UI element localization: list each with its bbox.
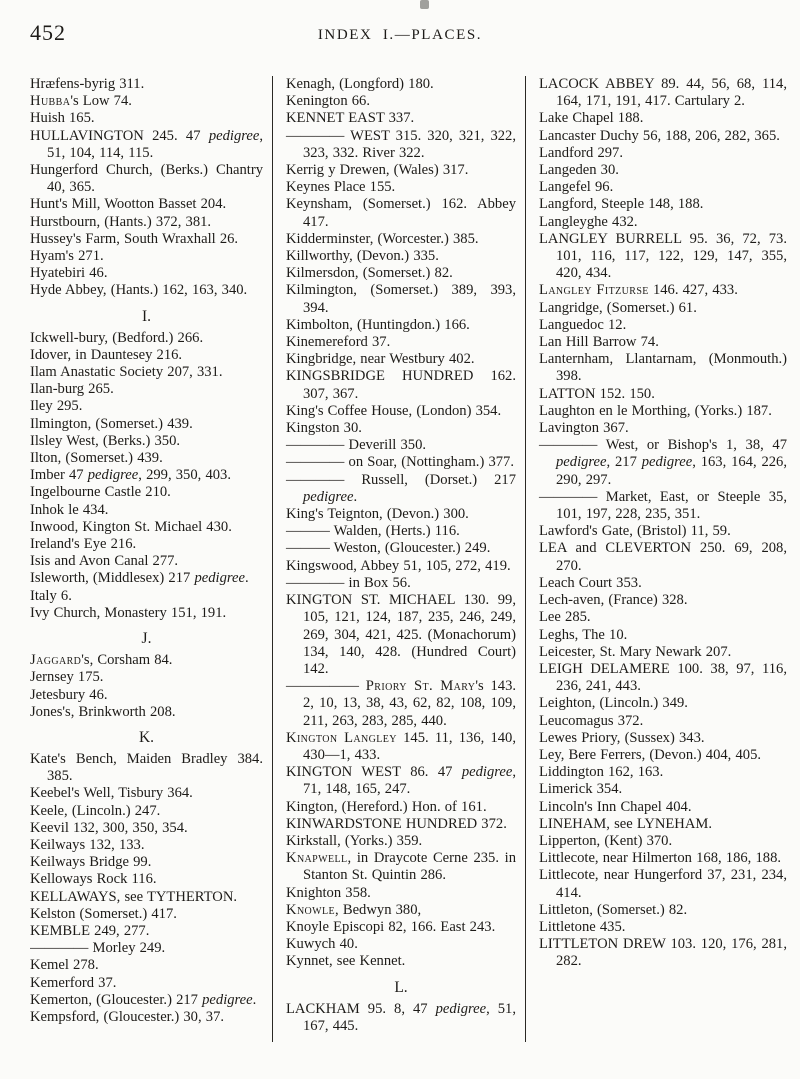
- index-entry: Jones's, Brinkworth 208.: [30, 703, 176, 720]
- index-entry: Ilam Anastatic Society 207, 331.: [30, 364, 223, 381]
- index-entry: Lake Chapel 188.: [539, 110, 644, 127]
- index-entry: LACKHAM 95. 8, 47 pedigree, 51, 167, 445.: [286, 1000, 517, 1034]
- index-entry: LEIGH DELAMERE 100. 38, 97, 116, 236, 241, 443.: [539, 660, 787, 695]
- index-entry: KENNET EAST 337.: [286, 110, 415, 127]
- index-entry: ———— in Box 56.: [286, 574, 411, 591]
- index-entry: Hungerford Church, (Berks.) Chantry 40, 365.: [30, 162, 263, 196]
- index-entry: Littleton, (Somerset.) 82.: [539, 901, 688, 918]
- index-entry: Langley Fitzurse 146. 427, 433.: [539, 282, 738, 299]
- index-entry: Ingelbourne Castle 210.: [30, 484, 171, 501]
- index-entry: Ireland's Eye 216.: [30, 536, 137, 553]
- index-entry: Keele, (Lincoln.) 247.: [30, 802, 161, 819]
- index-entry: Imber 47 pedigree, 299, 350, 403.: [30, 467, 231, 484]
- index-entry: Keevil 132, 300, 350, 354.: [30, 819, 188, 836]
- index-entry: Ilan-burg 265.: [30, 381, 114, 398]
- index-column-1: [30, 76, 272, 1042]
- index-entry: Hunt's Mill, Wootton Basset 204.: [30, 196, 227, 213]
- index-entry: Knoyle Episcopi 82, 166. East 243.: [286, 918, 496, 935]
- index-entry: Kilmersdon, (Somerset.) 82.: [286, 265, 453, 282]
- index-entry: Idover, in Dauntesey 216.: [30, 346, 183, 363]
- index-entry: ———— Russell, (Dorset.) 217 pedigree.: [286, 471, 516, 505]
- index-entry: Knowle, Bedwyn 380,: [286, 901, 422, 918]
- index-entry: Lech-aven, (France) 328.: [539, 592, 688, 609]
- index-entry: Kerrig y Drewen, (Wales) 317.: [286, 162, 469, 179]
- index-entry: Lee 285.: [539, 609, 591, 626]
- index-entry: ———— West, or Bishop's 1, 38, 47 pedigree, 217 pedigree, 163, 164, 226, 290, 297.: [539, 437, 787, 488]
- index-entry: KINGTON WEST 86. 47 pedigree, 71, 148, 165, 247.: [286, 764, 516, 798]
- index-entry: Languedoc 12.: [539, 316, 627, 333]
- index-entry: Kidderminster, (Worcester.) 385.: [286, 230, 479, 247]
- index-entry: LEA and CLEVERTON 250. 69, 208, 270.: [539, 540, 787, 574]
- index-entry: ————— Priory St. Mary's 143. 2, 10, 13, 38, 43, 62, 82, 108, 109, 211, 263, 283, 285, 440.: [286, 678, 517, 729]
- index-entry: Kemerford 37.: [30, 974, 117, 991]
- index-entry: Liddington 162, 163.: [539, 764, 664, 781]
- index-entry: Inhok le 434.: [30, 501, 109, 518]
- page-title: INDEX I.—PLACES.: [317, 27, 483, 43]
- index-entry: LATTON 152. 150.: [539, 385, 655, 402]
- index-entry: Leghs, The 10.: [539, 626, 628, 643]
- index-entry: Hubba's Low 74.: [30, 93, 132, 110]
- index-entry: Lanternham, Llantarnam, (Monmouth.) 398.: [539, 351, 787, 385]
- index-entry: Hyatebiri 46.: [30, 265, 108, 282]
- index-entry: ———— WEST 315. 320, 321, 322, 323, 332. River 322.: [286, 127, 516, 161]
- index-entry: Lincoln's Inn Chapel 404.: [539, 798, 692, 815]
- index-entry: Langridge, (Somerset.) 61.: [539, 299, 697, 316]
- index-entry: Ickwell-bury, (Bedford.) 266.: [30, 329, 204, 346]
- index-entry: Kynnet, see Kennet.: [286, 953, 406, 970]
- index-entry: Kingswood, Abbey 51, 105, 272, 419.: [286, 557, 511, 574]
- index-entry: Lipperton, (Kent) 370.: [539, 832, 673, 849]
- scan-artifact: [420, 0, 429, 9]
- index-entry: Littletone 435.: [539, 918, 626, 935]
- index-entry: Kington, (Hereford.) Hon. of 161.: [286, 798, 487, 815]
- index-entry: Ilton, (Somerset.) 439.: [30, 450, 163, 467]
- index-entry: Hyde Abbey, (Hants.) 162, 163, 340.: [30, 282, 248, 299]
- index-entry: Isis and Avon Canal 277.: [30, 553, 179, 570]
- index-entry: KINGSBRIDGE HUNDRED 162. 307, 367.: [286, 368, 516, 402]
- index-entry: LACOCK ABBEY 89. 44, 56, 68, 114, 164, 171, 191, 417. Cartulary 2.: [539, 76, 787, 110]
- index-entry: Kirkstall, (Yorks.) 359.: [286, 832, 423, 849]
- index-entry: Langefel 96.: [539, 179, 614, 196]
- index-entry: KINGTON ST. MICHAEL 130. 99, 105, 121, 124, 187, 235, 246, 249, 269, 304, 421, 425. (Monachorum) 134, 140, 428. (Hundred Court) 142.: [286, 592, 516, 677]
- index-entry: Hræfens-byrig 311.: [30, 76, 145, 92]
- letter-heading: K.: [138, 728, 155, 746]
- index-entry: Lewes Priory, (Sussex) 343.: [539, 729, 705, 746]
- index-entry: Kempsford, (Gloucester.) 30, 37.: [30, 1008, 225, 1025]
- index-entry: Landford 297.: [539, 144, 623, 161]
- index-entry: Leicester, St. Mary Newark 207.: [539, 643, 732, 660]
- index-entry: Ley, Bere Ferrers, (Devon.) 404, 405.: [539, 746, 762, 763]
- index-entry: Knighton 358.: [286, 884, 371, 901]
- index-entry: Keynes Place 155.: [286, 179, 396, 196]
- index-entry: ———— Morley 249.: [30, 940, 166, 957]
- index-entry: Ivy Church, Monastery 151, 191.: [30, 604, 227, 621]
- index-entry: HULLAVINGTON 245. 47 pedigree, 51, 104, 114, 115.: [30, 127, 263, 161]
- index-entry: Kelloways Rock 116.: [30, 871, 157, 888]
- index-entry: Kilmington, (Somerset.) 389, 393, 394.: [286, 282, 516, 316]
- index-entry: Kemel 278.: [30, 957, 99, 974]
- index-entry: Jernsey 175.: [30, 669, 104, 686]
- index-entry: Kingbridge, near Westbury 402.: [286, 351, 475, 368]
- index-entry: Leucomagus 372.: [539, 712, 644, 729]
- index-entry: Kuwych 40.: [286, 936, 358, 953]
- index-entry: Kington Langley 145. 11, 136, 140, 430—1, 433.: [286, 729, 516, 763]
- index-entry: Kemerton, (Gloucester.) 217 pedigree.: [30, 991, 257, 1008]
- index-entry: Iley 295.: [30, 398, 83, 415]
- index-entry: ———— Deverill 350.: [286, 437, 427, 454]
- index-entry: Kenington 66.: [286, 93, 371, 110]
- index-entry: Jaggard's, Corsham 84.: [30, 652, 173, 669]
- index-entry: Kingston 30.: [286, 420, 362, 437]
- letter-heading: J.: [141, 630, 152, 648]
- index-entry: Kate's Bench, Maiden Bradley 384. 385.: [30, 750, 263, 785]
- index-entry: Leach Court 353.: [539, 574, 642, 591]
- index-entry: Limerick 354.: [539, 781, 623, 798]
- index-entry: ———— on Soar, (Nottingham.) 377.: [286, 454, 515, 471]
- letter-heading: L.: [394, 978, 408, 996]
- page-number: 452: [30, 20, 66, 45]
- index-entry: Lancaster Duchy 56, 188, 206, 282, 365.: [539, 127, 780, 144]
- index-entry: LANGLEY BURRELL 95. 36, 72, 73. 101, 116, 117, 122, 129, 147, 355, 420, 434.: [539, 230, 787, 282]
- index-entry: Huish 165.: [30, 110, 95, 127]
- index-entry: Kelston (Somerset.) 417.: [30, 905, 177, 922]
- index-entry: Hyam's 271.: [30, 248, 104, 265]
- index-entry: KINWARDSTONE HUNDRED 372.: [286, 815, 507, 832]
- index-entry: Langford, Steeple 148, 188.: [539, 196, 704, 213]
- index-entry: LITTLETON DREW 103. 120, 176, 281, 282.: [539, 936, 787, 970]
- index-entry: Keilways 132, 133.: [30, 836, 145, 853]
- index-entry: Littlecote, near Hilmerton 168, 186, 188.: [539, 850, 782, 867]
- index-entry: Kimbolton, (Huntingdon.) 166.: [286, 316, 470, 333]
- index-entry: Kenagh, (Longford) 180.: [286, 76, 434, 92]
- index-entry: Keilways Bridge 99.: [30, 854, 152, 871]
- index-columns: [30, 76, 787, 1042]
- index-entry: Hurstbourn, (Hants.) 372, 381.: [30, 213, 212, 230]
- index-entry: King's Coffee House, (London) 354.: [286, 402, 502, 419]
- index-entry: Ilsley West, (Berks.) 350.: [30, 432, 181, 449]
- index-entry: ———— Market, East, or Steeple 35, 101, 197, 228, 235, 351.: [539, 488, 787, 523]
- index-entry: Lavington 367.: [539, 420, 629, 437]
- index-entry: Lawford's Gate, (Bristol) 11, 59.: [539, 523, 731, 540]
- index-entry: Ilmington, (Somerset.) 439.: [30, 415, 193, 432]
- index-column-2: [272, 76, 525, 1042]
- index-entry: Littlecote, near Hungerford 37, 231, 234, 414.: [539, 867, 787, 901]
- index-entry: Italy 6.: [30, 587, 72, 604]
- index-entry: Killworthy, (Devon.) 335.: [286, 248, 439, 265]
- index-entry: Laughton en le Morthing, (Yorks.) 187.: [539, 402, 772, 419]
- index-column-3: [525, 76, 787, 1042]
- index-entry: KEMBLE 249, 277.: [30, 922, 150, 939]
- index-entry: Keynsham, (Somerset.) 162. Abbey 417.: [286, 196, 516, 230]
- index-entry: Inwood, Kington St. Michael 430.: [30, 518, 232, 535]
- index-entry: Jetesbury 46.: [30, 686, 108, 703]
- index-entry: Lan Hill Barrow 74.: [539, 334, 659, 351]
- index-entry: ——— Walden, (Herts.) 116.: [286, 523, 460, 540]
- letter-heading: I.: [141, 307, 152, 325]
- index-entry: Langeden 30.: [539, 162, 619, 179]
- index-entry: Knapwell, in Draycote Cerne 235. in Stanton St. Quintin 286.: [286, 850, 516, 884]
- index-entry: Keebel's Well, Tisbury 364.: [30, 785, 193, 802]
- index-entry: LINEHAM, see LYNEHAM.: [539, 815, 713, 832]
- index-entry: Isleworth, (Middlesex) 217 pedigree.: [30, 570, 249, 587]
- index-entry: ——— Weston, (Gloucester.) 249.: [286, 540, 491, 557]
- index-entry: Hussey's Farm, South Wraxhall 26.: [30, 230, 239, 247]
- index-entry: Leighton, (Lincoln.) 349.: [539, 695, 688, 712]
- index-entry: KELLAWAYS, see TYTHERTON.: [30, 888, 238, 905]
- index-entry: Langleyghe 432.: [539, 213, 638, 230]
- index-entry: Kinemereford 37.: [286, 334, 391, 351]
- index-entry: King's Teignton, (Devon.) 300.: [286, 506, 469, 523]
